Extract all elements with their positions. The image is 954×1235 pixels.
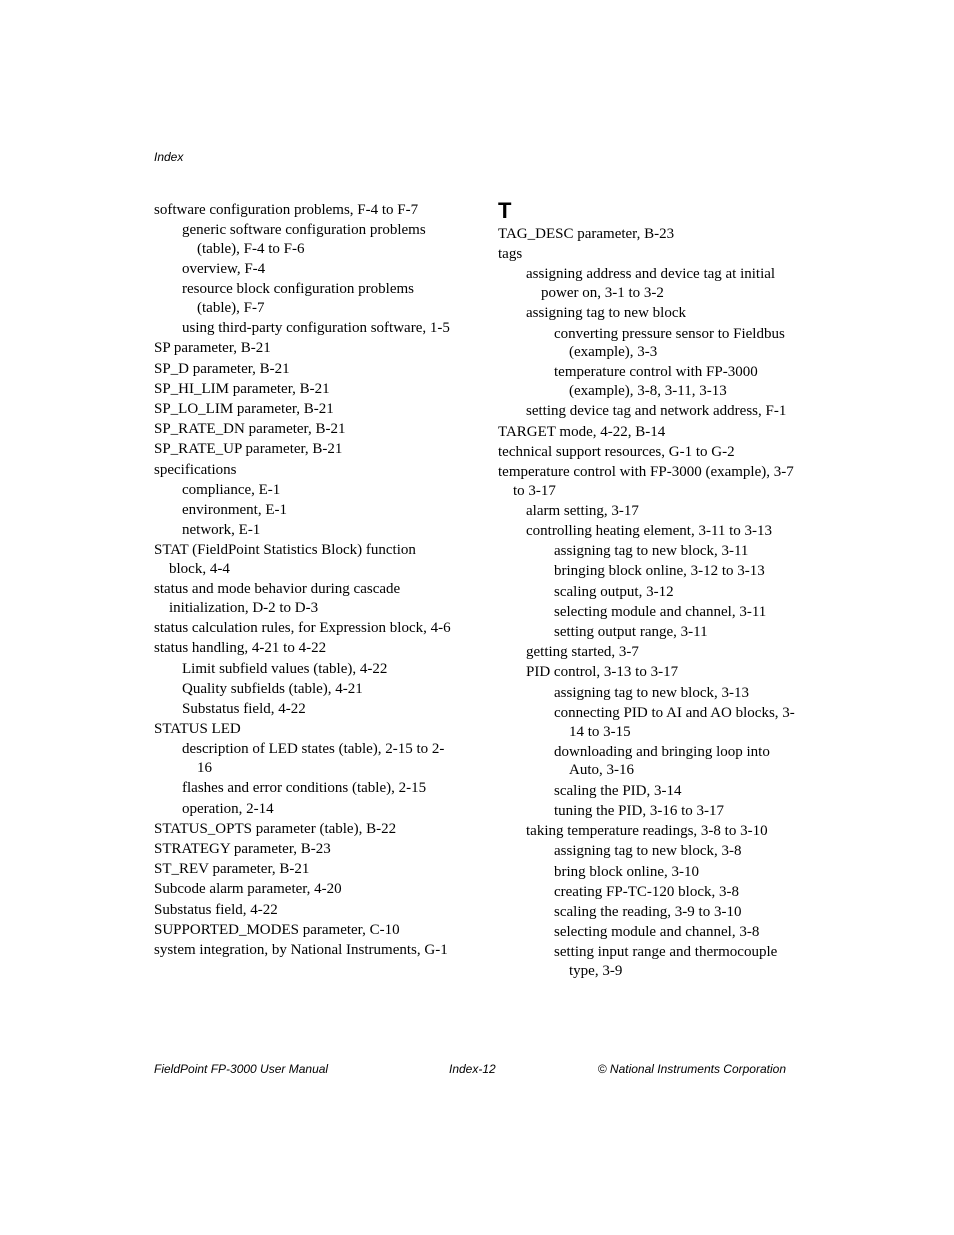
index-entry: converting pressure sensor to Fieldbus (example), 3-3 [554, 325, 785, 361]
index-entry: tuning the PID, 3-16 to 3-17 [554, 802, 724, 819]
index-entry: resource block configuration problems (table), F-7 [182, 281, 415, 317]
index-entry: compliance, E-1 [182, 481, 281, 498]
index-entry: getting started, 3-7 [526, 644, 639, 661]
index-entries [498, 225, 798, 981]
index-entry: controlling heating element, 3-11 to 3-13 [526, 523, 773, 540]
index-entry: network, E-1 [182, 522, 261, 539]
index-entry: Subcode alarm parameter, 4-20 [154, 881, 342, 898]
index-entry: TAG_DESC parameter, B-23 [498, 226, 675, 242]
index-entry: setting input range and thermocouple type, 3-9 [554, 944, 778, 980]
index-entry: scaling the PID, 3-14 [554, 782, 682, 799]
index-entry: scaling output, 3-12 [554, 583, 674, 600]
index-entry: description of LED states (table), 2-15 to 2-16 [182, 741, 445, 777]
index-entry: PID control, 3-13 to 3-17 [526, 664, 679, 681]
index-entry: tags [498, 246, 523, 263]
index-entry: status and mode behavior during cascade initialization, D-2 to D-3 [154, 581, 401, 617]
footer-page-number: Index-12 [449, 1062, 496, 1076]
index-entry: taking temperature readings, 3-8 to 3-10 [526, 823, 768, 840]
index-entry: assigning tag to new block [526, 305, 686, 322]
index-entry: Substatus field, 4-22 [182, 701, 306, 718]
index-entry: TARGET mode, 4-22, B-14 [498, 423, 666, 440]
index-entry: STRATEGY parameter, B-23 [154, 841, 331, 857]
index-entry: setting device tag and network address, F-1 [526, 403, 787, 420]
index-entry: alarm setting, 3-17 [526, 502, 639, 519]
running-header: Index [154, 150, 184, 164]
footer-copyright: © National Instruments Corporation [597, 1062, 786, 1076]
index-entry: generic software configuration problems (table), F-4 to F-6 [182, 222, 426, 257]
index-entry: Limit subfield values (table), 4-22 [182, 660, 388, 677]
index-entry: SP_HI_LIM parameter, B-21 [154, 380, 330, 397]
index-entry: STATUS LED [154, 721, 241, 738]
index-entry: assigning tag to new block, 3-8 [554, 843, 742, 860]
index-entry: operation, 2-14 [182, 800, 274, 817]
index-entry: technical support resources, G-1 to G-2 [498, 443, 735, 460]
index-entry: downloading and bringing loop into Auto, 3-16 [554, 743, 770, 779]
index-entry: SP_LO_LIM parameter, B-21 [154, 401, 334, 418]
index-entry: creating FP-TC-120 block, 3-8 [554, 883, 739, 900]
footer-manual-title: FieldPoint FP-3000 User Manual [154, 1062, 329, 1076]
index-entry: ST_REV parameter, B-21 [154, 861, 310, 878]
index-entry: SP_D parameter, B-21 [154, 360, 290, 377]
index-entry: bringing block online, 3-12 to 3-13 [554, 563, 765, 580]
index-entry: Substatus field, 4-22 [154, 901, 278, 918]
index-column-right [498, 199, 798, 982]
index-entry: bring block online, 3-10 [554, 863, 699, 880]
index-entry: assigning tag to new block, 3-11 [554, 543, 749, 560]
index-entry: selecting module and channel, 3-11 [554, 603, 767, 620]
index-entry: scaling the reading, 3-9 to 3-10 [554, 903, 742, 920]
index-entry: specifications [154, 461, 237, 478]
index-entry: assigning tag to new block, 3-13 [554, 684, 749, 701]
index-entry: software configuration problems, F-4 to F-7 [154, 202, 419, 218]
index-entry: using third-party configuration software, 1-5 [182, 320, 450, 337]
index-entry: temperature control with FP-3000 (example), 3-8, 3-11, 3-13 [554, 364, 758, 400]
index-entry: flashes and error conditions (table), 2-15 [182, 780, 427, 797]
index-entry: system integration, by National Instruments, G-1 [154, 942, 448, 959]
index-entry: connecting PID to AI and AO blocks, 3-14 to 3-15 [554, 704, 795, 740]
index-entry: status calculation rules, for Expression block, 4-6 [154, 620, 451, 637]
index-entry: SP_RATE_UP parameter, B-21 [154, 441, 343, 458]
index-letter-heading: T [498, 198, 512, 223]
index-entry: setting output range, 3-11 [554, 624, 708, 641]
index-entry: SP_RATE_DN parameter, B-21 [154, 421, 346, 438]
index-entry: SUPPORTED_MODES parameter, C-10 [154, 921, 400, 938]
index-entry: environment, E-1 [182, 502, 287, 519]
index-entry: status handling, 4-21 to 4-22 [154, 640, 327, 657]
index-entry: Quality subfields (table), 4-21 [182, 680, 363, 697]
index-entry: temperature control with FP-3000 (example), 3-7 to 3-17 [498, 463, 794, 499]
index-entry: selecting module and channel, 3-8 [554, 924, 760, 941]
index-entry: SP parameter, B-21 [154, 340, 271, 357]
index-entry: overview, F-4 [182, 261, 266, 278]
index-entry: STAT (FieldPoint Statistics Block) function block, 4-4 [154, 542, 416, 578]
index-entry: STATUS_OPTS parameter (table), B-22 [154, 820, 397, 837]
index-column-left [154, 201, 454, 961]
index-entry: assigning address and device tag at initial power on, 3-1 to 3-2 [526, 266, 776, 302]
